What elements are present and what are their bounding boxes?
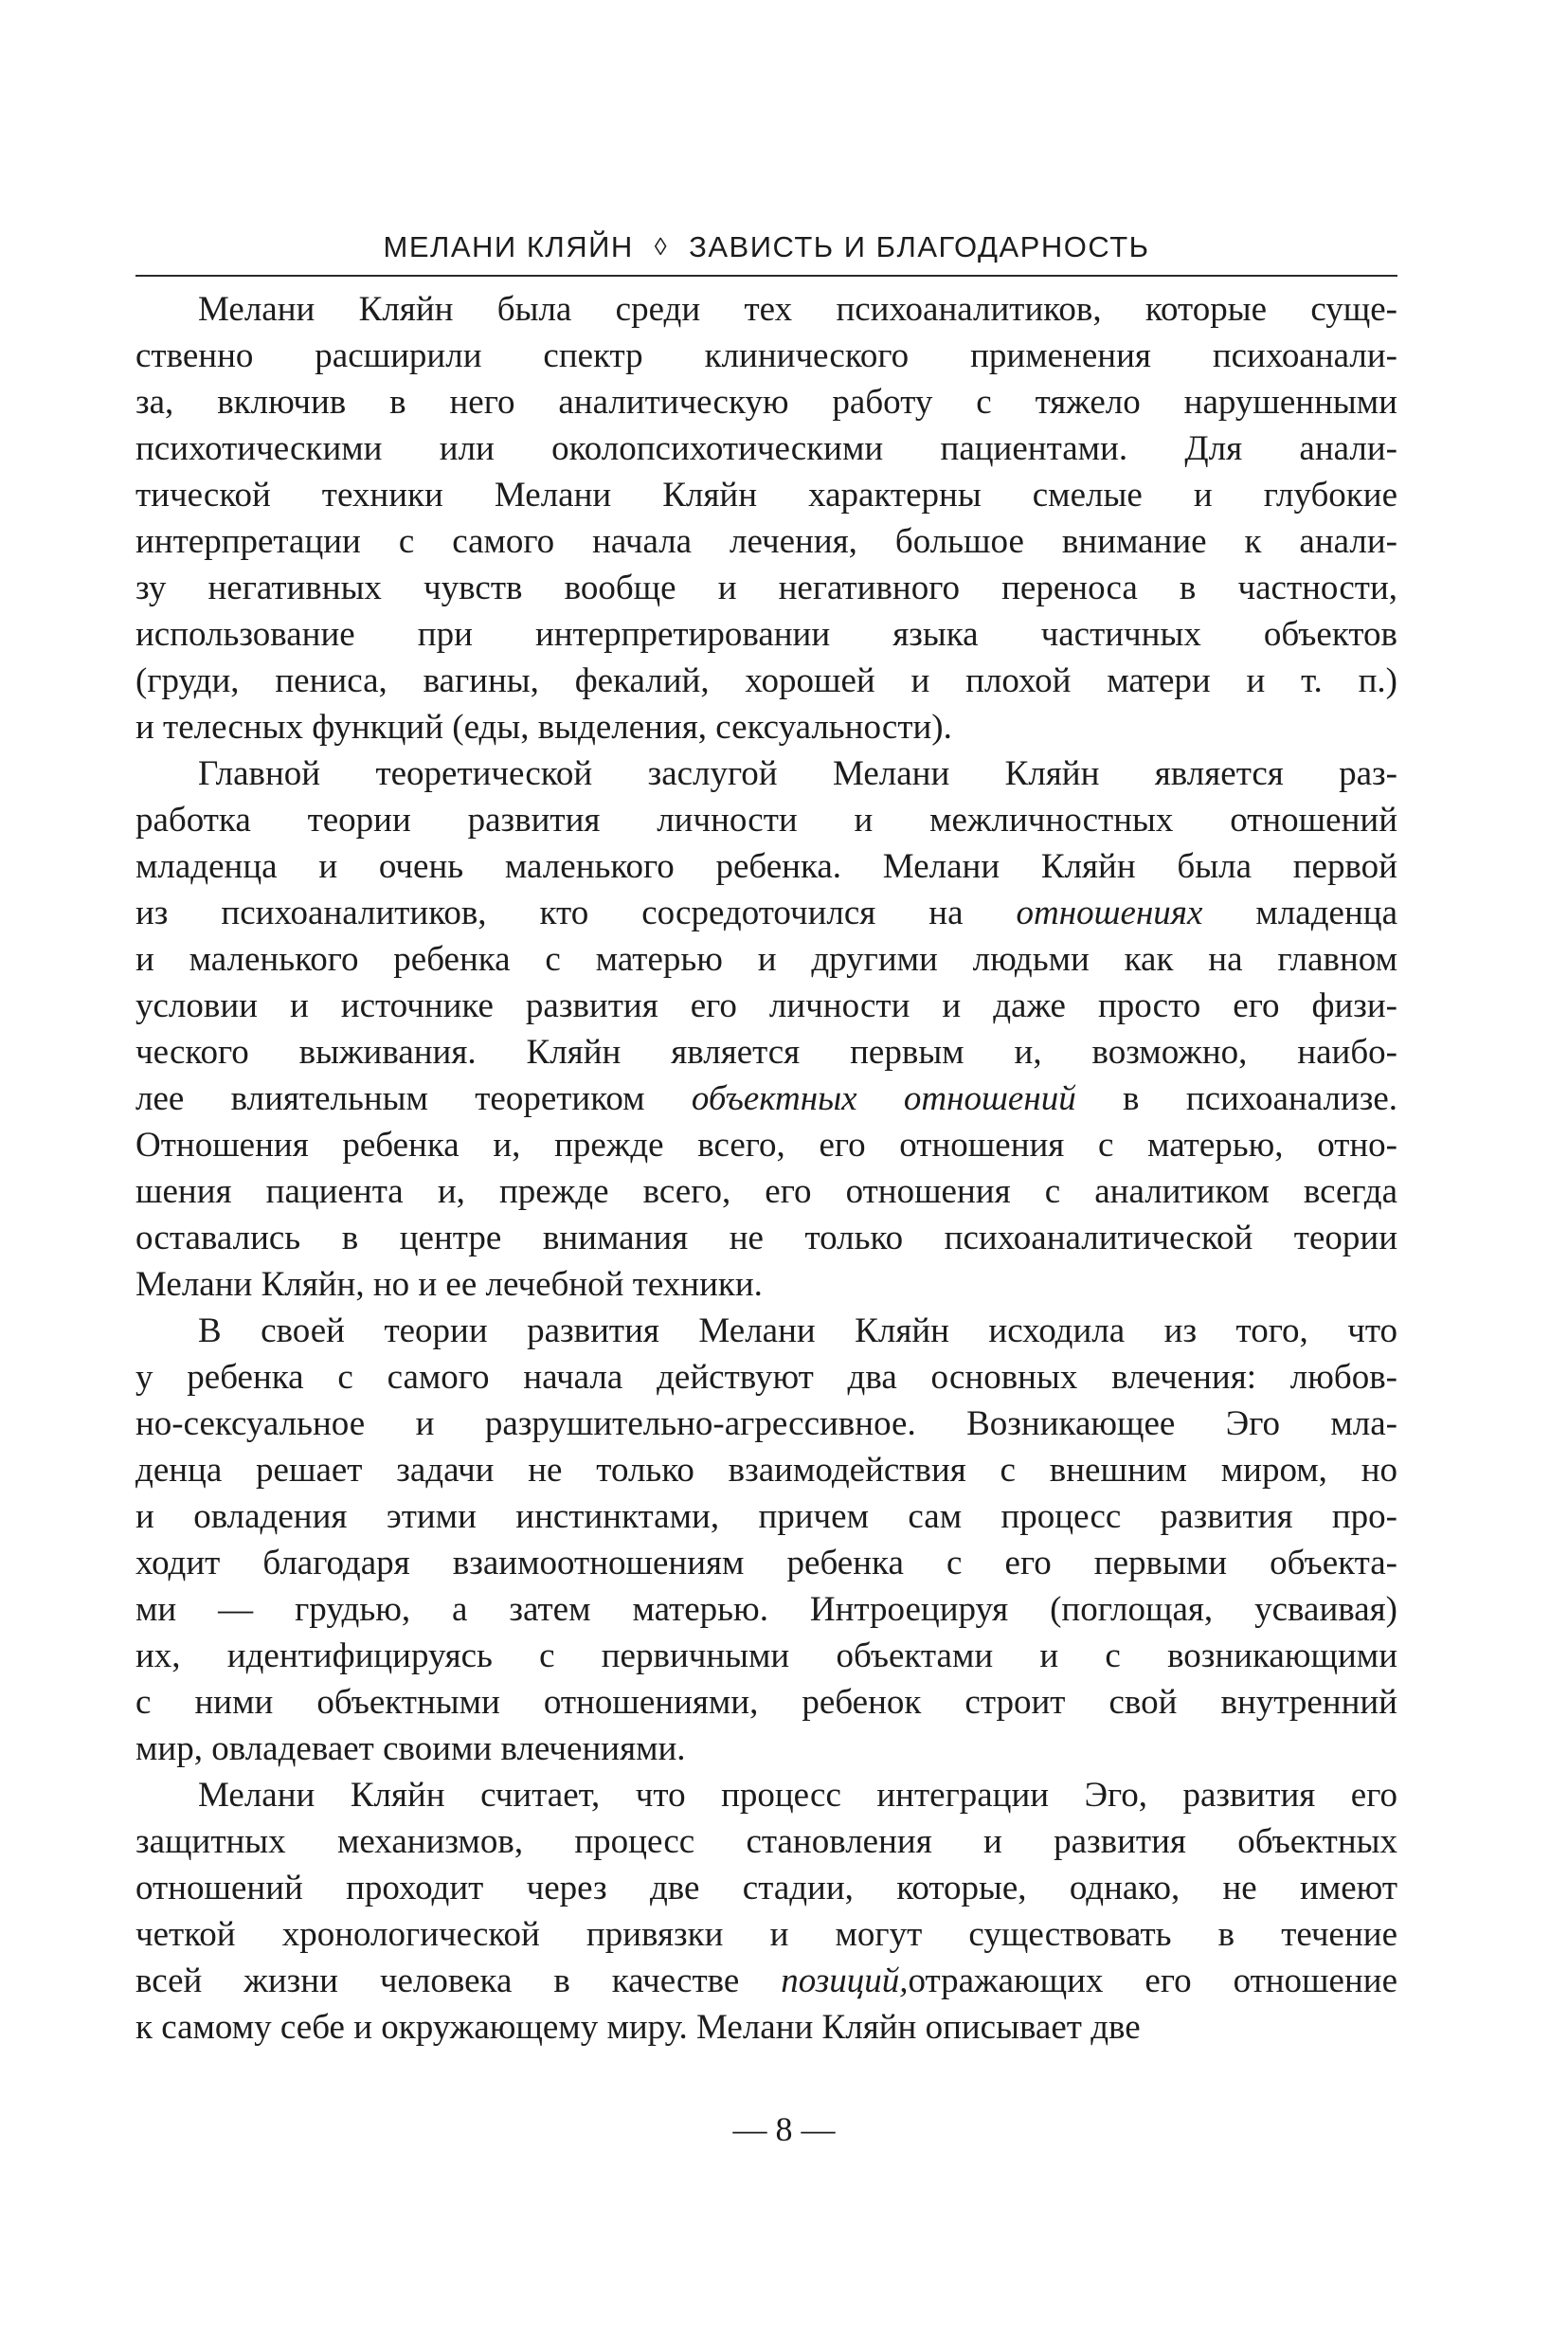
text-line [135,1865,1397,1911]
text-segment: младенца [1202,894,1397,932]
text-segment: Мелани Кляйн, но и ее лечебной техники. [135,1265,763,1304]
text-segment: их, идентифицируясь с первичными объектами и с возникающими [135,1636,1397,1675]
text-segment: шения пациента и, прежде всего, его отношения с аналитиком всегда [135,1172,1397,1211]
italic-term: объектных отношений [691,1079,1076,1118]
text-segment: и телесных функций (еды, выделения, сексуальности). [135,708,952,747]
text-segment: ческого выживания. Кляйн является первым и, возможно, наибо- [135,1033,1397,1072]
text-line [135,983,1397,1029]
text-line [135,379,1397,425]
text-line [135,1818,1397,1865]
text-segment: из психоаналитиков, кто сосредоточился на [135,894,1017,932]
diamond-separator-icon: ◊ [654,232,669,261]
text-line [135,333,1397,379]
header-author: МЕЛАНИ КЛЯЙН [383,230,634,263]
text-line [135,1308,1397,1354]
text-line [135,1726,1397,1772]
text-segment: Мелани Кляйн была среди тех психоаналитиков, которые суще- [198,290,1397,329]
text-line [135,1122,1397,1168]
text-segment: интерпретации с самого начала лечения, большое внимание к анали- [135,522,1397,561]
text-segment: Отношения ребенка и, прежде всего, его отношения с матерью, отно- [135,1126,1397,1165]
text-segment: денца решает задачи не только взаимодействия с внешним миром, но [135,1451,1397,1490]
text-line [135,611,1397,658]
text-segment: Мелани Кляйн считает, что процесс интеграции Эго, развития его [198,1776,1397,1815]
text-line [135,658,1397,704]
text-line [135,1911,1397,1958]
text-segment: условии и источнике развития его личности и даже просто его физи- [135,986,1397,1025]
text-segment: работка теории развития личности и межличностных отношений [135,801,1397,840]
text-segment: к самому себе и окружающему миру. Мелани Кляйн описывает две [135,2008,1141,2047]
text-line [135,1586,1397,1633]
running-header [135,227,1397,277]
text-line [135,1958,1397,2004]
text-segment: лее влиятельным теоретиком [135,1079,692,1118]
text-line [135,1401,1397,1447]
text-segment: психотическими или околопсихотическими пациентами. Для анали- [135,429,1397,468]
text-segment: у ребенка с самого начала действуют два основных влечения: любов- [135,1358,1397,1397]
text-line [135,1076,1397,1122]
text-segment: отражающих его отношение [908,1961,1397,2000]
text-segment: за, включив в него аналитическую работу с тяжело нарушенными [135,383,1397,422]
text-line [135,2004,1397,2051]
text-line [135,1029,1397,1076]
text-line [135,472,1397,518]
text-segment: четкой хронологической привязки и могут существовать в течение [135,1915,1397,1954]
text-segment: зу негативных чувств вообще и негативного переноса в частности, [135,569,1397,607]
book-page [135,227,1397,2051]
text-segment: (груди, пениса, вагины, фекалий, хорошей и плохой матери и т. п.) [135,661,1397,700]
text-line [135,1772,1397,1818]
text-line [135,797,1397,843]
text-line [135,565,1397,611]
text-line [135,1540,1397,1586]
text-segment: младенца и очень маленького ребенка. Мелани Кляйн была первой [135,847,1397,886]
text-segment: тической техники Мелани Кляйн характерны смелые и глубокие [135,476,1397,515]
text-line [135,750,1397,797]
text-line [135,1679,1397,1726]
text-segment: ми — грудью, а затем матерью. Интроецируя (поглощая, усваивая) [135,1590,1397,1629]
text-line [135,1633,1397,1679]
text-segment: защитных механизмов, процесс становления и развития объектных [135,1822,1397,1861]
text-segment: но-сексуальное и разрушительно-агрессивное. Возникающее Эго мла- [135,1404,1397,1443]
text-line [135,286,1397,333]
text-line [135,704,1397,750]
text-line [135,518,1397,565]
text-line [135,843,1397,890]
text-segment: и маленького ребенка с матерью и другими людьми как на главном [135,940,1397,979]
text-segment: ходит благодаря взаимоотношениям ребенка с его первыми объекта- [135,1544,1397,1582]
page-number: — 8 — [732,2110,836,2148]
header-title: ЗАВИСТЬ И БЛАГОДАРНОСТЬ [689,230,1150,263]
text-segment: оставались в центре внимания не только психоаналитической теории [135,1219,1397,1257]
text-segment: использование при интерпретировании языка частичных объектов [135,615,1397,654]
text-line [135,1215,1397,1261]
text-line [135,1447,1397,1493]
text-segment: В своей теории развития Мелани Кляйн исходила из того, что [198,1311,1397,1350]
text-segment: Главной теоретической заслугой Мелани Кляйн является раз- [198,754,1397,793]
text-line [135,890,1397,936]
body-text [135,286,1397,2051]
text-segment: ственно расширили спектр клинического применения психоанали- [135,336,1397,375]
text-line [135,1168,1397,1215]
text-line [135,425,1397,472]
italic-term: позиций, [781,1961,909,2000]
text-segment: и овладения этими инстинктами, причем сам процесс развития про- [135,1497,1397,1536]
text-segment: с ними объектными отношениями, ребенок строит свой внутренний [135,1683,1397,1722]
text-segment: всей жизни человека в качестве [135,1961,782,2000]
italic-term: отношениях [1016,894,1203,932]
text-line [135,936,1397,983]
text-line [135,1493,1397,1540]
text-line [135,1354,1397,1401]
text-segment: в психоанализе. [1075,1079,1397,1118]
text-segment: отношений проходит через две стадии, которые, однако, не имеют [135,1869,1397,1907]
text-segment: мир, овладевает своими влечениями. [135,1729,686,1768]
text-line [135,1261,1397,1308]
